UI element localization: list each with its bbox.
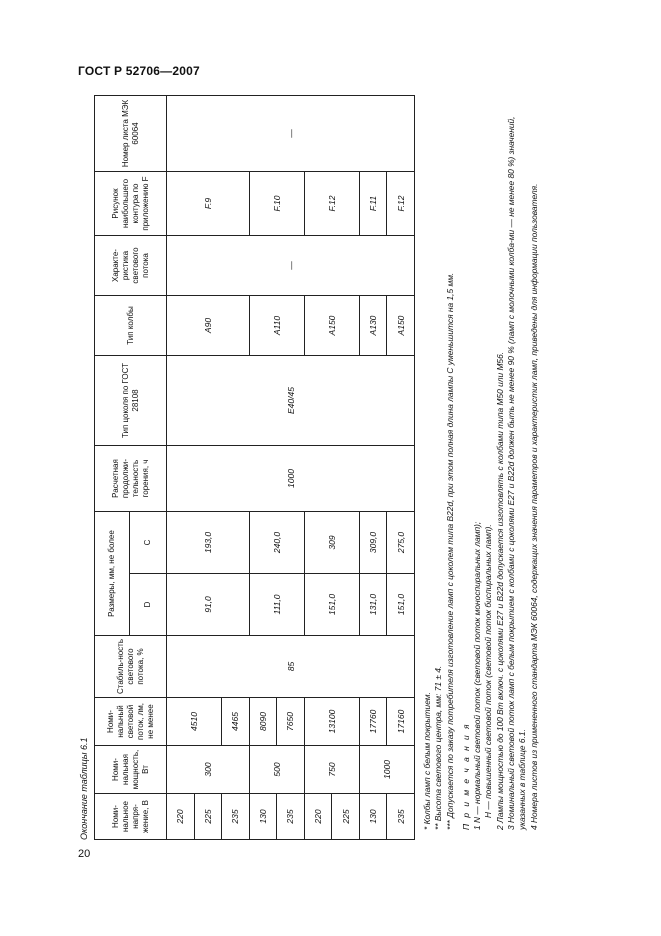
cell-characteristic: — [167, 236, 415, 296]
header-power: Номи-нальная мощность, Вт [95, 746, 167, 794]
notes-title: П р и м е ч а н и я [460, 722, 471, 830]
cell-dim-d: 151,0 [304, 574, 359, 636]
cell-voltage: 220 [167, 794, 195, 840]
footnote-3: *** Допускается по заказу потребителя изготовление ламп с цоколем типа B22d, при этом полная длина лампы C уменьшится на 1,5 мм. [444, 272, 455, 830]
rotated-table-block [74, 96, 539, 840]
header-bulb: Тип колбы [95, 296, 167, 356]
header-stability: Стабиль-ность светового потока, % [95, 636, 167, 698]
cell-power: 1000 [359, 746, 414, 794]
table-caption: Окончание таблицы 6.1 [79, 737, 89, 840]
cell-dim-c: 193,0 [167, 512, 250, 574]
cell-voltage: 235 [222, 794, 250, 840]
document-header: ГОСТ Р 52706—2007 [78, 64, 200, 78]
cell-dim-d: 151,0 [387, 574, 415, 636]
note-2: 2 Лампы мощностью до 100 Вт включ. с цоколями E27 и B22d допускается изготовлять с колбами типа M50 или M56. [494, 351, 505, 830]
note-3: 3 Номинальный световой поток ламп с белым покрытием с колбами с цоколями E27 и B22d должен быть не менее 90 % (ламп с молочными колба-ми — не менее 80 %) значений, указанных в таблице 6.1. [506, 116, 528, 830]
cell-voltage: 235 [277, 794, 305, 840]
header-voltage: Номи-нальное напря-жение, В [95, 794, 167, 840]
header-flux: Номи-нальный световой поток, лм, не менее [95, 698, 167, 746]
cell-dim-c: 309,0 [359, 512, 387, 574]
header-dim-c: C [130, 512, 167, 574]
cell-power: 300 [167, 746, 250, 794]
cell-voltage: 220 [304, 794, 332, 840]
cell-figure: F.12 [304, 172, 359, 236]
cell-bulb: A130 [359, 296, 387, 356]
cell-flux: 4465 [222, 698, 250, 746]
cell-figure: F.12 [387, 172, 415, 236]
header-characteristic: Характе-ристика светового потока [95, 236, 167, 296]
cell-flux: 17760 [359, 698, 387, 746]
header-base: Тип цоколя по ГОСТ 28108 [95, 356, 167, 446]
cell-voltage: 225 [194, 794, 222, 840]
cell-flux: 7650 [277, 698, 305, 746]
cell-figure: F.10 [249, 172, 304, 236]
table-header-row [95, 96, 130, 840]
cell-flux: 8090 [249, 698, 277, 746]
cell-flux: 4510 [167, 698, 222, 746]
cell-bulb: A150 [304, 296, 359, 356]
cell-voltage: 225 [332, 794, 360, 840]
table-notes [422, 96, 540, 840]
cell-bulb: A90 [167, 296, 250, 356]
cell-bulb: A150 [387, 296, 415, 356]
cell-base: E40/45 [167, 356, 415, 446]
note-4: 4 Номера листов из примененного стандарта МЭК 60064, содержащих значения параметров и характеристик ламп, приведены для информации пользователя. [528, 183, 539, 830]
header-dim-d: D [130, 574, 167, 636]
cell-lifetime: 1000 [167, 446, 415, 512]
footnote-1: * Колбы ламп с белым покрытием. [422, 692, 432, 830]
note-1a: 1 N — нормальный световой поток (световой поток моноспиральных ламп); [472, 521, 483, 830]
cell-dim-c: 309 [304, 512, 359, 574]
cell-dim-d: 131,0 [359, 574, 387, 636]
cell-flux: 17160 [387, 698, 415, 746]
cell-iec-sheet: — [167, 96, 415, 172]
page-number: 20 [78, 848, 91, 860]
cell-figure: F.9 [167, 172, 250, 236]
cell-dim-c: 240,0 [249, 512, 304, 574]
header-figure: Рисунок наибольшего контура по приложению F [95, 172, 167, 236]
cell-voltage: 235 [387, 794, 415, 840]
cell-stability: 85 [167, 636, 415, 698]
header-lifetime: Расчетная продолжи-тельность горения, ч [95, 446, 167, 512]
cell-voltage: 130 [359, 794, 387, 840]
table-row [167, 96, 195, 840]
header-iec-sheet: Номер листа МЭК 60064 [95, 96, 167, 172]
cell-power: 750 [304, 746, 359, 794]
cell-figure: F.11 [359, 172, 387, 236]
note-1b: H — повышенный световой поток (световой поток биспиральных ламп). [483, 524, 494, 818]
cell-voltage: 130 [249, 794, 277, 840]
header-dimensions: Размеры, мм, не более [95, 512, 130, 636]
cell-power: 500 [249, 746, 304, 794]
cell-bulb: A110 [249, 296, 304, 356]
lamp-spec-table [94, 95, 415, 840]
cell-dim-c: 275,0 [387, 512, 415, 574]
footnote-2: ** Высота светового центра, мм: 71 ± 4. [433, 665, 444, 830]
cell-dim-d: 91,0 [167, 574, 250, 636]
cell-flux: 13100 [304, 698, 359, 746]
cell-dim-d: 111,0 [249, 574, 304, 636]
